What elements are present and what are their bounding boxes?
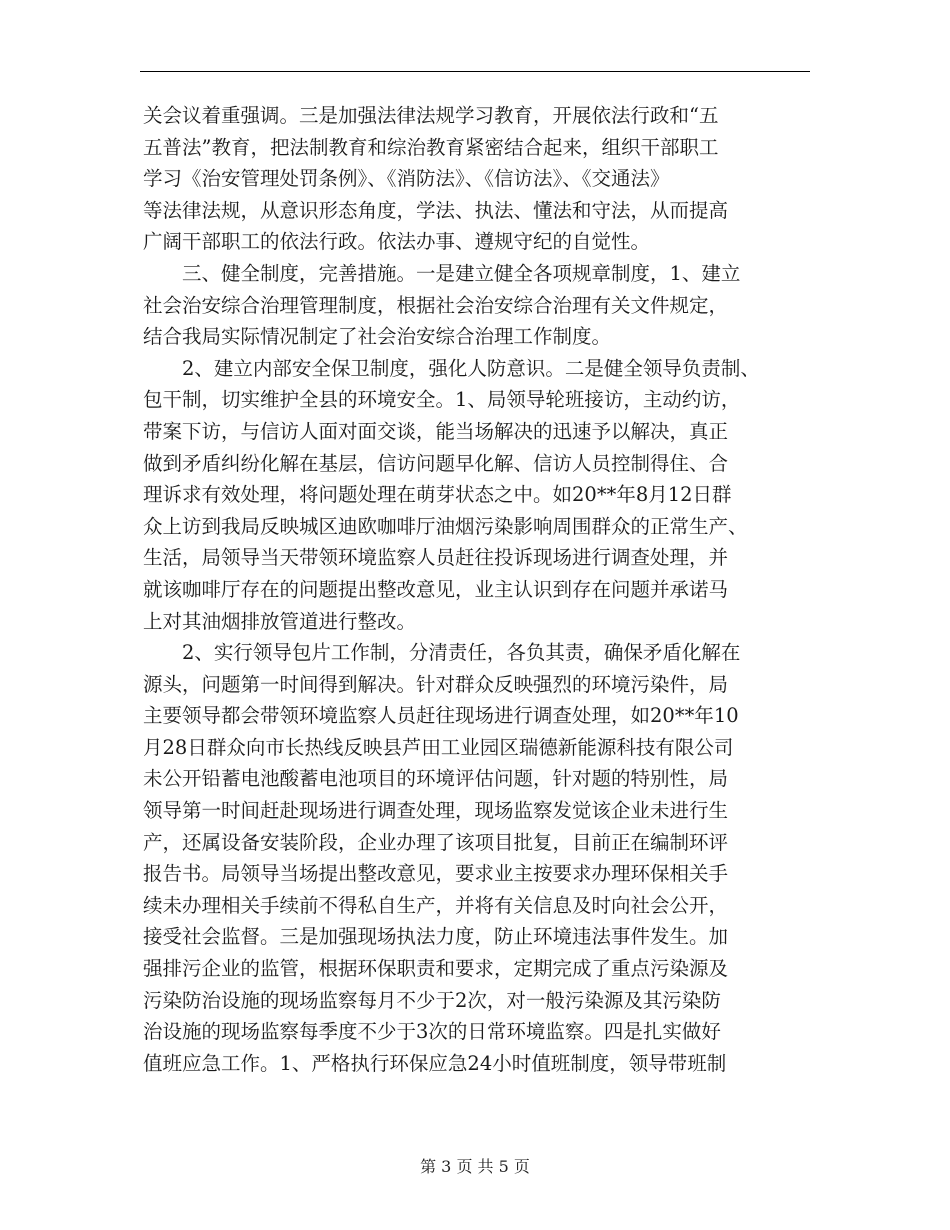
text-line: 众上访到我局反映城区迪欧咖啡厅油烟污染影响周围群众的正常生产、	[143, 514, 748, 538]
paragraph-start-line: 2、建立内部安全保卫制度，强化人防意识。二是健全领导负责制、	[182, 356, 760, 380]
text-line: 源头，问题第一时间得到解决。针对群众反映强烈的环境污染件，局	[143, 672, 729, 696]
text-line: 带案下访，与信访人面对面交谈，能当场解决的迅速予以解决，真正	[143, 419, 729, 443]
text-line: 续未办理相关手续前不得私自生产，并将有关信息及时向社会公开，	[143, 893, 729, 917]
page-number-footer: 第 3 页 共 5 页	[420, 1157, 530, 1176]
text-line: 五普法”教育，把法制教育和综治教育紧密结合起来，组织干部职工	[143, 135, 719, 159]
text-line: 社会治安综合治理管理制度，根据社会治安综合治理有关文件规定，	[143, 293, 729, 317]
text-line: 理诉求有效处理，将问题处理在萌芽状态之中。如20**年8月12日群	[143, 483, 732, 507]
text-line: 接受社会监督。三是加强现场执法力度，防止环境违法事件发生。加	[143, 925, 729, 949]
text-line: 强排污企业的监管，根据环保职责和要求，定期完成了重点污染源及	[143, 957, 729, 981]
text-line: 生活，局领导当天带领环境监察人员赶往投诉现场进行调查处理，并	[143, 546, 729, 570]
document-body	[143, 100, 813, 1079]
text-line: 关会议着重强调。三是加强法律法规学习教育，开展依法行政和“五	[143, 104, 719, 127]
text-line: 上对其油烟排放管道进行整改。	[143, 609, 417, 633]
text-line: 领导第一时间赶赴现场进行调查处理，现场监察发觉该企业未进行生	[143, 799, 729, 823]
text-line: 就该咖啡厅存在的问题提出整改意见，业主认识到存在问题并承诺马	[143, 577, 729, 601]
text-line: 治设施的现场监察每季度不少于3次的日常环境监察。四是扎实做好	[143, 1020, 721, 1044]
text-line: 学习《治安管理处罚条例》、《消防法》、《信访法》、《交通法》	[143, 167, 670, 191]
text-line: 包干制，切实维护全县的环境安全。1、局领导轮班接访，主动约访，	[143, 388, 741, 412]
text-line: 未公开铅蓄电池酸蓄电池项目的环境评估问题，针对题的特别性，局	[143, 767, 729, 791]
text-line: 月28日群众向市长热线反映县芦田工业园区瑞德新能源科技有限公司	[143, 735, 734, 759]
text-line: 等法律法规，从意识形态角度，学法、执法、懂法和守法，从而提高	[143, 198, 729, 222]
paragraph-start-line: 2、实行领导包片工作制，分清责任，各负其责，确保矛盾化解在	[182, 641, 741, 665]
text-line: 污染防治设施的现场监察每月不少于2次，对一般污染源及其污染防	[143, 988, 721, 1012]
header-rule	[140, 71, 810, 72]
text-line: 做到矛盾纠纷化解在基层，信访问题早化解、信访人员控制得住、合	[143, 451, 729, 475]
text-line: 值班应急工作。1、严格执行环保应急24小时值班制度，领导带班制	[143, 1051, 727, 1075]
paragraph-start-line: 三、健全制度，完善措施。一是建立健全各项规章制度，1、建立	[182, 261, 741, 285]
text-line: 结合我局实际情况制定了社会治安综合治理工作制度。	[143, 325, 612, 349]
text-line: 主要领导都会带领环境监察人员赶往现场进行调查处理，如20**年10	[143, 704, 739, 728]
text-line: 广阔干部职工的依法行政。依法办事、遵规守纪的自觉性。	[143, 230, 651, 254]
text-line: 产，还属设备安装阶段，企业办理了该项目批复，目前正在编制环评	[143, 830, 729, 854]
text-line: 报告书。局领导当场提出整改意见，要求业主按要求办理环保相关手	[143, 862, 729, 886]
